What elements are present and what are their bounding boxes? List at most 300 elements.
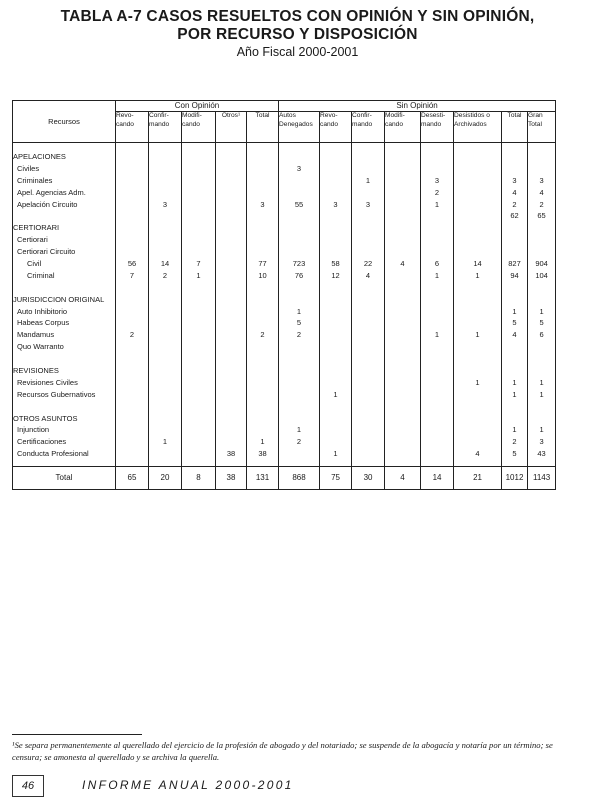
table-cell: 62	[510, 211, 519, 221]
table-cell	[216, 199, 246, 211]
table-cell	[216, 413, 246, 425]
row-label: Auto Inhibitorio	[17, 306, 68, 316]
row-label	[13, 282, 115, 294]
row-label: Criminales	[17, 175, 53, 185]
table-cell	[421, 353, 453, 365]
table-cell: 77	[258, 259, 267, 269]
table-cell	[116, 389, 148, 401]
table-cell	[182, 329, 215, 341]
table-cell: 3	[539, 437, 544, 447]
table-cell: 904	[535, 259, 548, 269]
table-cell	[149, 306, 181, 318]
table-cell	[454, 424, 501, 436]
table-cell	[528, 222, 555, 234]
table-cell	[320, 413, 351, 425]
table-cell: 1	[539, 389, 544, 399]
data-column	[528, 143, 556, 467]
table-cell	[149, 187, 181, 199]
table-cell	[182, 187, 215, 199]
table-cell	[454, 210, 501, 222]
table-cell	[182, 401, 215, 413]
table-cell	[116, 151, 148, 163]
table-cell: 94	[510, 270, 519, 280]
table-cell	[320, 365, 351, 377]
column-header: Revo- cando	[320, 112, 352, 143]
table-cell	[182, 436, 215, 448]
data-column	[279, 143, 320, 467]
table-cell	[421, 341, 453, 353]
table-cell	[149, 365, 181, 377]
sin-opinion-header: Sin Opinión	[279, 101, 556, 112]
table-cell	[352, 424, 384, 436]
table-cell	[421, 401, 453, 413]
table-cell	[454, 234, 501, 246]
table-cell	[421, 234, 453, 246]
table-cell	[454, 353, 501, 365]
table-title	[0, 8, 595, 44]
table-cell	[502, 234, 527, 246]
table-cell	[216, 163, 246, 175]
table-cell	[320, 234, 351, 246]
table-cell	[421, 448, 453, 460]
table-cell	[421, 294, 453, 306]
table-cell: 3	[260, 199, 265, 209]
table-cell	[116, 448, 148, 460]
table-cell	[528, 163, 555, 175]
table-cell: 10	[258, 270, 267, 280]
table-cell	[385, 187, 420, 199]
table-cell	[352, 436, 384, 448]
table-cell	[421, 377, 453, 389]
table-cell: 5	[296, 318, 302, 328]
table-cell	[216, 341, 246, 353]
data-column	[454, 143, 502, 467]
table-cell	[279, 341, 319, 353]
table-cell	[454, 199, 501, 211]
table-cell	[385, 413, 420, 425]
total-cell: 65	[116, 467, 149, 490]
row-label: Certiorari	[17, 235, 48, 245]
table-cell	[216, 246, 246, 258]
column-header: Otros¹	[216, 112, 247, 143]
table-cell	[502, 222, 527, 234]
table-cell	[385, 222, 420, 234]
table-cell	[454, 222, 501, 234]
table-cell	[216, 329, 246, 341]
table-cell	[116, 413, 148, 425]
table-cell	[320, 436, 351, 448]
table-cell	[421, 306, 453, 318]
table-cell: 4	[475, 449, 480, 459]
table-cell	[247, 365, 278, 377]
table-cell	[279, 246, 319, 258]
total-row	[13, 467, 556, 490]
table-cell	[216, 365, 246, 377]
table-cell	[502, 353, 527, 365]
table-cell	[502, 163, 527, 175]
table-cell	[149, 389, 181, 401]
table-cell	[502, 246, 527, 258]
table-cell	[182, 234, 215, 246]
table-cell	[454, 365, 501, 377]
table-cell: 3	[333, 199, 338, 209]
table-cell	[149, 448, 181, 460]
total-cell: 20	[149, 467, 182, 490]
table-cell	[502, 413, 527, 425]
table-cell: 12	[331, 270, 340, 280]
data-column	[247, 143, 279, 467]
table-cell	[116, 424, 148, 436]
table-cell: 2	[260, 330, 265, 340]
table-cell	[502, 341, 527, 353]
table-cell	[149, 401, 181, 413]
table-cell	[116, 341, 148, 353]
table-cell	[279, 448, 319, 460]
data-column	[116, 143, 149, 467]
table-cell: 2	[296, 437, 302, 447]
table-cell	[320, 329, 351, 341]
table-cell	[352, 234, 384, 246]
data-column	[149, 143, 182, 467]
table-cell: 1	[296, 306, 302, 316]
table-cell: 65	[537, 211, 546, 221]
column-header: Total	[502, 112, 528, 143]
table-cell	[320, 341, 351, 353]
total-cell: 131	[247, 467, 279, 490]
table-cell	[149, 151, 181, 163]
table-cell	[320, 246, 351, 258]
table-cell	[352, 163, 384, 175]
table-cell: 2	[512, 199, 517, 209]
table-cell	[149, 341, 181, 353]
table-cell	[352, 187, 384, 199]
table-cell	[385, 317, 420, 329]
data-column	[385, 143, 421, 467]
table-cell	[279, 175, 319, 187]
cases-table	[12, 100, 556, 490]
table-cell	[352, 151, 384, 163]
table-cell	[320, 187, 351, 199]
table-cell	[149, 424, 181, 436]
table-cell	[149, 282, 181, 294]
table-cell	[182, 306, 215, 318]
table-cell	[216, 234, 246, 246]
table-cell	[528, 294, 555, 306]
row-label	[13, 210, 115, 222]
table-cell	[149, 353, 181, 365]
table-cell: 14	[160, 259, 170, 269]
table-cell	[454, 341, 501, 353]
recursos-header: Recursos	[13, 101, 116, 143]
table-cell: 5	[512, 449, 517, 459]
row-label: Civiles	[17, 163, 40, 173]
footnote: ¹Se separa permanentemente al querellado del ejercicio de la profesión de abogado y del notariado; se suspende de la abogacía y notaría por un término; se censura; se amonesta al querellado y se archiva la querella.	[12, 740, 553, 762]
table-cell	[385, 401, 420, 413]
table-cell: 1	[539, 425, 544, 435]
table-cell	[116, 353, 148, 365]
column-header: Modifi- cando	[385, 112, 421, 143]
table-cell: 7	[129, 270, 135, 280]
row-label: Civil	[27, 259, 42, 269]
table-cell	[320, 306, 351, 318]
table-cell	[247, 175, 278, 187]
column-header: Revo- cando	[116, 112, 149, 143]
total-cell: 21	[454, 467, 502, 490]
table-cell: 1	[162, 437, 168, 447]
data-column	[421, 143, 454, 467]
table-cell	[320, 377, 351, 389]
table-cell	[454, 294, 501, 306]
table-cell	[352, 448, 384, 460]
table-cell: 3	[539, 175, 544, 185]
table-cell	[385, 199, 420, 211]
table-cell	[421, 424, 453, 436]
table-cell	[320, 353, 351, 365]
table-cell: 827	[508, 259, 521, 269]
table-cell	[216, 270, 246, 282]
table-cell	[182, 294, 215, 306]
column-header: Modifi- cando	[182, 112, 216, 143]
table-cell	[385, 246, 420, 258]
table-cell	[528, 282, 555, 294]
table-cell	[320, 210, 351, 222]
table-cell	[385, 377, 420, 389]
table-cell	[421, 246, 453, 258]
table-cell	[247, 294, 278, 306]
table-cell	[216, 401, 246, 413]
table-cell	[352, 317, 384, 329]
table-cell: 43	[537, 449, 546, 459]
table-cell	[320, 151, 351, 163]
table-cell	[454, 246, 501, 258]
table-cell	[421, 389, 453, 401]
table-cell	[352, 246, 384, 258]
column-header: Desistidos o Archivados	[454, 112, 502, 143]
row-label	[13, 401, 115, 413]
table-cell	[352, 365, 384, 377]
table-cell: 3	[365, 199, 371, 209]
table-cell	[247, 424, 278, 436]
column-header: Gran Total	[528, 112, 556, 143]
table-cell	[216, 424, 246, 436]
table-cell	[279, 377, 319, 389]
table-cell	[528, 413, 555, 425]
table-cell	[320, 222, 351, 234]
data-column	[182, 143, 216, 467]
table-cell	[454, 163, 501, 175]
table-cell	[247, 317, 278, 329]
table-cell	[149, 210, 181, 222]
table-cell	[149, 413, 181, 425]
data-column	[352, 143, 385, 467]
table-cell	[279, 365, 319, 377]
column-header: Autos Denegados	[279, 112, 320, 143]
table-cell: 4	[539, 187, 544, 197]
table-cell: 1	[475, 377, 480, 387]
total-label: Total	[13, 467, 116, 490]
table-cell: 2	[539, 199, 544, 209]
table-cell: 6	[434, 259, 440, 269]
table-cell: 2	[129, 330, 135, 340]
table-cell: 1	[512, 389, 517, 399]
table-cell	[247, 282, 278, 294]
table-cell	[247, 163, 278, 175]
row-label: Criminal	[27, 270, 55, 280]
table-cell: 4	[512, 330, 517, 340]
table-cell	[352, 353, 384, 365]
table-cell	[320, 175, 351, 187]
table-cell	[116, 222, 148, 234]
table-cell	[149, 222, 181, 234]
table-cell: 5	[539, 318, 544, 328]
table-cell	[116, 436, 148, 448]
table-cell: 3	[434, 175, 440, 185]
data-column	[502, 143, 528, 467]
table-cell	[385, 436, 420, 448]
table-cell	[279, 294, 319, 306]
running-head: INFORME ANUAL 2000-2001	[82, 778, 294, 792]
table-cell: 38	[226, 449, 236, 459]
table-cell: 76	[294, 270, 304, 280]
table-cell	[247, 341, 278, 353]
table-cell: 14	[473, 259, 482, 269]
table-cell	[182, 424, 215, 436]
table-cell	[182, 365, 215, 377]
column-header: Confir- mando	[352, 112, 385, 143]
table-cell	[216, 436, 246, 448]
row-label: Recursos Gubernativos	[17, 389, 96, 399]
table-cell	[149, 175, 181, 187]
table-cell	[320, 282, 351, 294]
table-cell	[320, 294, 351, 306]
table-cell	[247, 353, 278, 365]
total-cell: 4	[385, 467, 421, 490]
table-cell	[320, 401, 351, 413]
table-cell: 22	[363, 259, 373, 269]
table-cell	[421, 436, 453, 448]
table-cell	[454, 413, 501, 425]
group-header-row	[13, 101, 556, 112]
table-cell	[247, 306, 278, 318]
table-cell	[116, 187, 148, 199]
table-cell	[279, 389, 319, 401]
row-label: APELACIONES	[13, 152, 66, 161]
table-cell	[502, 401, 527, 413]
table-cell	[149, 246, 181, 258]
table-cell	[116, 401, 148, 413]
table-cell: 55	[294, 199, 304, 209]
row-label: Certificaciones	[17, 437, 67, 447]
table-cell	[528, 151, 555, 163]
data-column	[216, 143, 247, 467]
table-cell	[320, 163, 351, 175]
table-cell: 1	[512, 377, 517, 387]
table-cell: 58	[331, 259, 340, 269]
table-cell	[116, 294, 148, 306]
table-cell	[352, 341, 384, 353]
table-cell	[182, 317, 215, 329]
table-cell	[182, 377, 215, 389]
table-cell: 7	[196, 259, 201, 269]
row-label: CERTIORARI	[13, 223, 60, 233]
table-cell	[247, 389, 278, 401]
table-cell: 1	[196, 270, 201, 280]
table-cell	[454, 436, 501, 448]
table-cell	[182, 199, 215, 211]
table-cell	[385, 329, 420, 341]
table-body	[13, 143, 556, 467]
table-cell	[385, 365, 420, 377]
table-cell	[149, 234, 181, 246]
table-cell	[247, 246, 278, 258]
table-cell	[421, 365, 453, 377]
table-cell	[385, 163, 420, 175]
data-column	[320, 143, 352, 467]
table-cell	[182, 175, 215, 187]
page-number: 46	[12, 775, 44, 797]
table-cell	[247, 222, 278, 234]
table-cell	[385, 389, 420, 401]
table-cell	[149, 294, 181, 306]
table-cell	[279, 282, 319, 294]
table-cell: 4	[365, 270, 371, 280]
table-cell	[528, 246, 555, 258]
table-cell	[454, 317, 501, 329]
table-cell	[385, 210, 420, 222]
row-label: OTROS ASUNTOS	[13, 413, 78, 423]
table-cell	[182, 448, 215, 460]
table-cell: 1	[260, 437, 265, 447]
table-cell: 1	[333, 389, 338, 399]
table-cell	[528, 341, 555, 353]
total-cell: 38	[216, 467, 247, 490]
table-cell	[421, 222, 453, 234]
table-cell	[116, 246, 148, 258]
table-cell	[385, 353, 420, 365]
table-cell	[421, 151, 453, 163]
table-cell	[454, 175, 501, 187]
total-cell: 1143	[528, 467, 556, 490]
table-cell	[352, 282, 384, 294]
table-cell	[279, 187, 319, 199]
table-cell	[385, 282, 420, 294]
table-cell	[216, 258, 246, 270]
table-cell	[385, 234, 420, 246]
table-cell: 2	[512, 437, 517, 447]
table-cell: 5	[512, 318, 517, 328]
row-label: Apel. Agencias Adm.	[17, 187, 86, 197]
total-cell: 1012	[502, 467, 528, 490]
table-cell	[149, 329, 181, 341]
recursos-column	[13, 143, 116, 467]
table-cell: 1	[475, 330, 480, 340]
table-cell	[352, 413, 384, 425]
table-cell: 4	[400, 259, 405, 269]
table-cell	[116, 365, 148, 377]
table-cell	[454, 151, 501, 163]
row-label: JURISDICCION ORIGINAL	[13, 294, 105, 304]
table-cell	[116, 199, 148, 211]
table-cell	[216, 222, 246, 234]
row-label: Revisiones Civiles	[17, 377, 78, 387]
table-cell: 6	[539, 330, 544, 340]
total-cell: 30	[352, 467, 385, 490]
table-cell: 1	[365, 175, 371, 185]
table-cell	[116, 163, 148, 175]
table-cell	[247, 401, 278, 413]
table-cell	[116, 210, 148, 222]
table-cell	[216, 317, 246, 329]
